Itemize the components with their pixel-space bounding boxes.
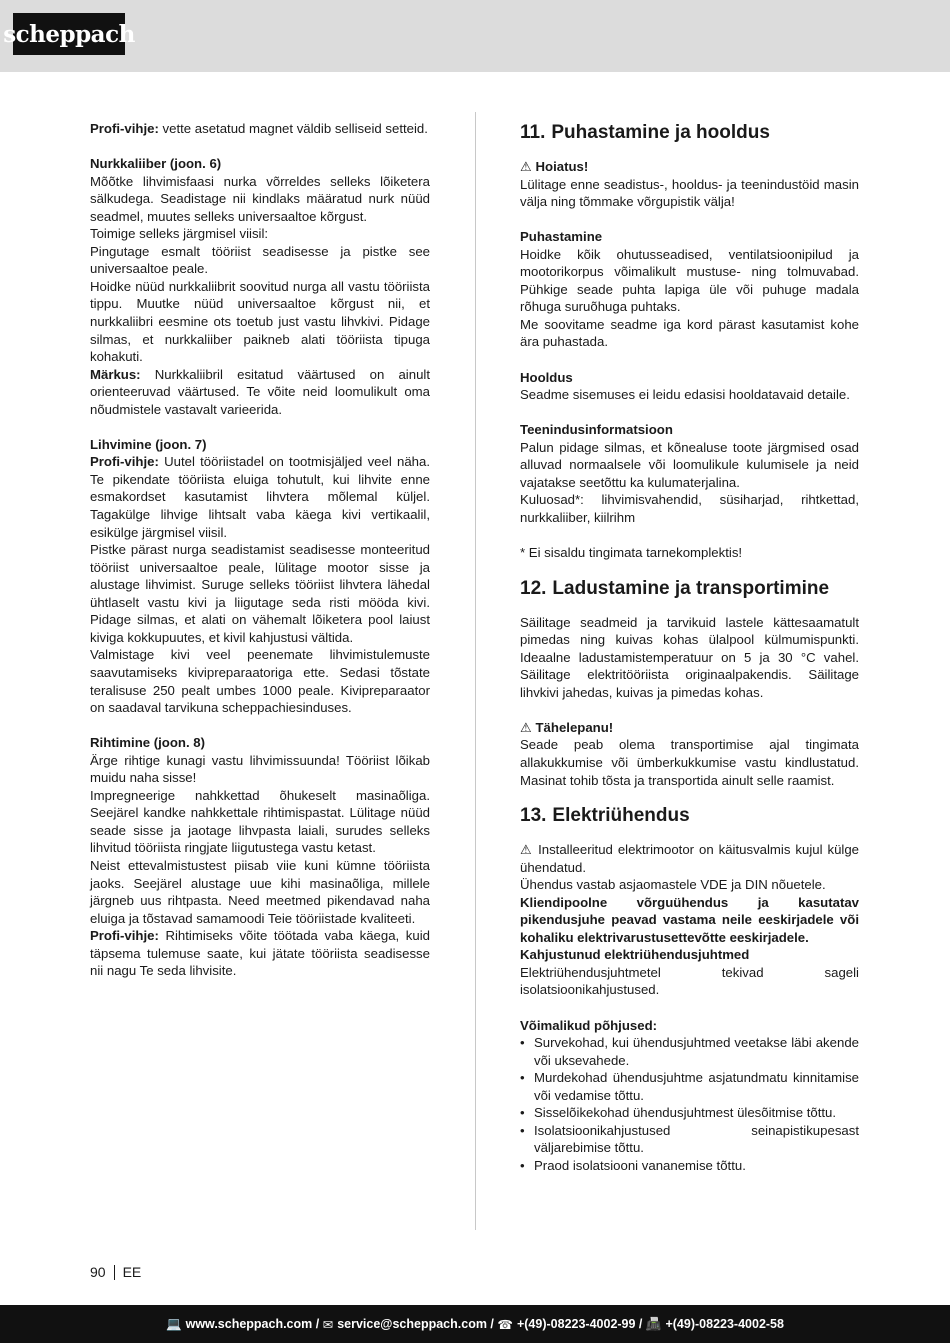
section-title-13: 13. Elektriühendus [520,805,690,827]
causes-list [520,1034,859,1174]
section-heading: Lihvimine (joon. 7) [90,436,207,452]
right-column [520,120,859,1174]
paragraph: Elektriühendusjuhtmetel tekivad sageli isolatsioonikahjustused. [520,964,859,998]
list-item: • Isolatsioonikahjustused seinapistikupesast väljarebimise tõttu. [520,1122,859,1156]
list-item: • Sisselõikekohad ühendusjuhtmest ülesõitmise tõttu. [520,1105,837,1121]
page-number: 90 EE [90,1264,142,1280]
paragraph: Me soovitame seadme iga kord pärast kasutamist kohe ära puhastada. [520,316,859,350]
paragraph: Säilitage seadmeid ja tarvikuid lastele kättesaamatult pimedas ning kuivas kohas ülalpool külmumispunkti. Ideaalne ladustamistemperatuur on 5 ja 30 °C vahel. Säilitage elektritööriista originaalpakendis. Säilitage lihvkivi jahedas, kuivas ja pimedas kohas. [520,614,859,700]
paragraph: ⚠ Installeeritud elektrimootor on käitusvalmis kujul külge ühendatud. [520,842,860,875]
page-divider [114,1265,115,1280]
list-item: • Praod isolatsiooni vananemise tõttu. [520,1157,746,1173]
column-divider [475,112,476,1230]
phone-number: +(49)-08223-4002-99 / [516,1317,643,1331]
sub-heading: Hooldus [520,369,573,385]
section-title-12: 12. Ladustamine ja transportimine [520,577,830,599]
sub-heading: Teenindusinformatsioon [520,422,673,438]
warning-triangle-icon: ⚠ [520,159,532,174]
paragraph: Pistke pärast nurga seadistamist seadisesse monteeritud tööriist universaaltoe peale, lülitage mootor sisse ja alustage lihvimist. Suruge selleks tööriist lihvtera lähedal ühtlaselt vastu kivi ja liigutage seda risti mööda kivi. Pidage silmas, et alati on vähemalt lõiketera pool laiust kiviga kokkupuutes, et kivil kahjustusi vältida. [90,542,430,645]
paragraph: Impregneerige nahkkettad õhukeselt masinaõliga. Seejärel kandke nahkkettale rihtimispastat. Lülitage nüüd seade sisse ja jaotage lihvpasta laiali, surudes selleks lihvitud tööriista ringjate liigutustega vastu ketast. [90,787,430,856]
website-link[interactable]: www.scheppach.com / [185,1317,320,1331]
page-header [0,0,950,72]
warning-triangle-icon: ⚠ [520,719,532,735]
tip-label: Profi-vihje: [90,121,159,136]
note-paragraph: Märkus: Nurkkaliibril esitatud väärtused on ainult orienteeruvad väärtused. Te võite neid loomulikult oma nõudmistele vastavalt varieerida. [90,366,430,417]
warning-triangle-icon: ⚠ [520,842,534,858]
paragraph: Kuluosad*: lihvimisvahendid, süsiharjad, rihtkettad, nurkkaliiber, kiilrihm [520,492,859,525]
attention-heading: ⚠ Tähelepanu! [520,719,614,735]
sub-heading: Võimalikud põhjused: [520,1017,658,1033]
fax-icon: 📠 [645,1316,662,1331]
paragraph: Mõõtke lihvimisfaasi nurka võrreldes selleks lõiketera sälkudega. Seadistage nii kindlaks määratud nurk nüüd seadmel, muutes selleks universaaltoe kõrgust. [90,173,430,224]
bullet-icon: • [520,1122,525,1138]
paragraph: Ärge rihtige kunagi vastu lihvimissuunda! Tööriist lõikab muidu naha sisse! [90,752,430,786]
email-link[interactable]: service@scheppach.com / [337,1317,494,1331]
sub-heading: Puhastamine [520,229,603,245]
email-icon: ✉ [322,1317,334,1332]
tip-paragraph: Profi-vihje: vette asetatud magnet väldib selliseid setteid. [90,121,428,136]
bold-paragraph: Kliendipoolne võrguühendus ja kasutatav pikendusjuhe peavad vastama neile eeskirjadele või kohaliku elektrivarustusettevõtte eeskirjadele. [520,894,859,945]
warning-heading: ⚠ Hoiatus! [520,159,589,174]
list-item: • Murdekohad ühendusjuhtme asjatundmatu kinnitamise või vedamise tõttu. [520,1070,859,1103]
section-title-11: 11. Puhastamine ja hooldus [520,122,770,143]
paragraph: Seade peab olema transportimise ajal tingimata allakukkumise või ümberkukkumise vastu kindlustatud. Masinat tohib tõsta ja transportida ainult selle raamist. [520,737,859,788]
tip-paragraph: Profi-vihje: Rihtimiseks võite töötada vaba käega, kuid täpsema tulemuse saate, kui jätate tööriista seadisesse nii nagu Te seda lihvisite. [90,928,430,979]
paragraph: Neist ettevalmistustest piisab viie kuni kümne tööriista jaoks. Seejärel alustage uue kihi masinaõliga, millele järgneb uus rihtpasta. Need meetmed pikendavad naha eluiga ja tõstavad samamoodi Teie tööriistade kvaliteeti. [90,857,430,926]
sub-heading: Kahjustunud elektriühendusjuhtmed [520,947,750,963]
section-heading: Nurkkaliiber (joon. 6) [90,156,222,172]
bullet-icon: • [520,1105,525,1121]
paragraph: Lülitage enne seadistus-, hooldus- ja teenindustöid masin välja ning tõmmake võrgupistik välja! [520,176,859,210]
paragraph: Hoidke nüüd nurkkaliibrit soovitud nurga all vastu tööriista tippu. Muutke nüüd universaaltoe kõrgust nii, et nurkkaliibri eesmine ots toetub just vastu lihvkivi. Pidage silmas, et nurkkaliiber paikneb alati tööriista tipuga kohakuti. [90,278,430,365]
phone-icon: ☎ [497,1317,513,1332]
tip-paragraph: Profi-vihje: Uutel tööriistadel on tootmisjäljed veel näha. Te pikendate tööriista eluiga tohutult, kui lihvite enne esmakordset kasutamist lihvtera mõlemal küljel. Tagakülge lihvige lihtsalt vaba käega kivi vertikaalil, esikülge järgmisel viisil. [90,454,430,540]
paragraph: Pingutage esmalt tööriist seadisesse ja pistke see universaaltoe peale. [90,243,430,277]
footnote: * Ei sisaldu tingimata tarnekomplektis! [520,545,743,561]
bullet-icon: • [520,1035,525,1051]
fax-number: +(49)-08223-4002-58 [665,1317,784,1331]
bullet-icon: • [520,1157,525,1173]
computer-icon: 💻 [166,1316,182,1331]
page-footer [0,1305,950,1343]
brand-logo[interactable]: scheppach [13,13,125,55]
bullet-icon: • [520,1070,525,1086]
list-item: • Survekohad, kui ühendusjuhtmed veetakse läbi akende või uksevahede. [520,1035,859,1068]
paragraph: Valmistage kivi veel peenemate lihvimistulemuste saavutamiseks kivipreparaatoriga ette. Sedasi tõstate teralisuse 250 pealt umbes 1000 peale. Kivipreparaator on saadaval tarvikuna scheppachiesinduses. [90,647,430,716]
paragraph: Ühendus vastab asjaomastele VDE ja DIN nõuetele. [520,877,826,893]
paragraph: Palun pidage silmas, et kõnealuse toote järgmised osad alluvad normaalsele või loomulikule kulumisele ja neid vajatakse seetõttu ka kulumaterjalina. [520,439,859,490]
section-heading: Rihtimine (joon. 8) [90,735,206,751]
paragraph: Toimige selleks järgmisel viisil: [90,226,269,242]
paragraph: Hoidke kõik ohutusseadised, ventilatsioonipilud ja mootorikorpus võimalikult mustuse- ning tolmuvabad. Pühkige seade puhta lapiga üle või puhuge madala rõhuga suruõhuga puhtaks. [520,246,859,315]
paragraph: Seadme sisemuses ei leidu edasisi hooldatavaid detaile. [520,387,850,403]
left-column [90,120,430,980]
